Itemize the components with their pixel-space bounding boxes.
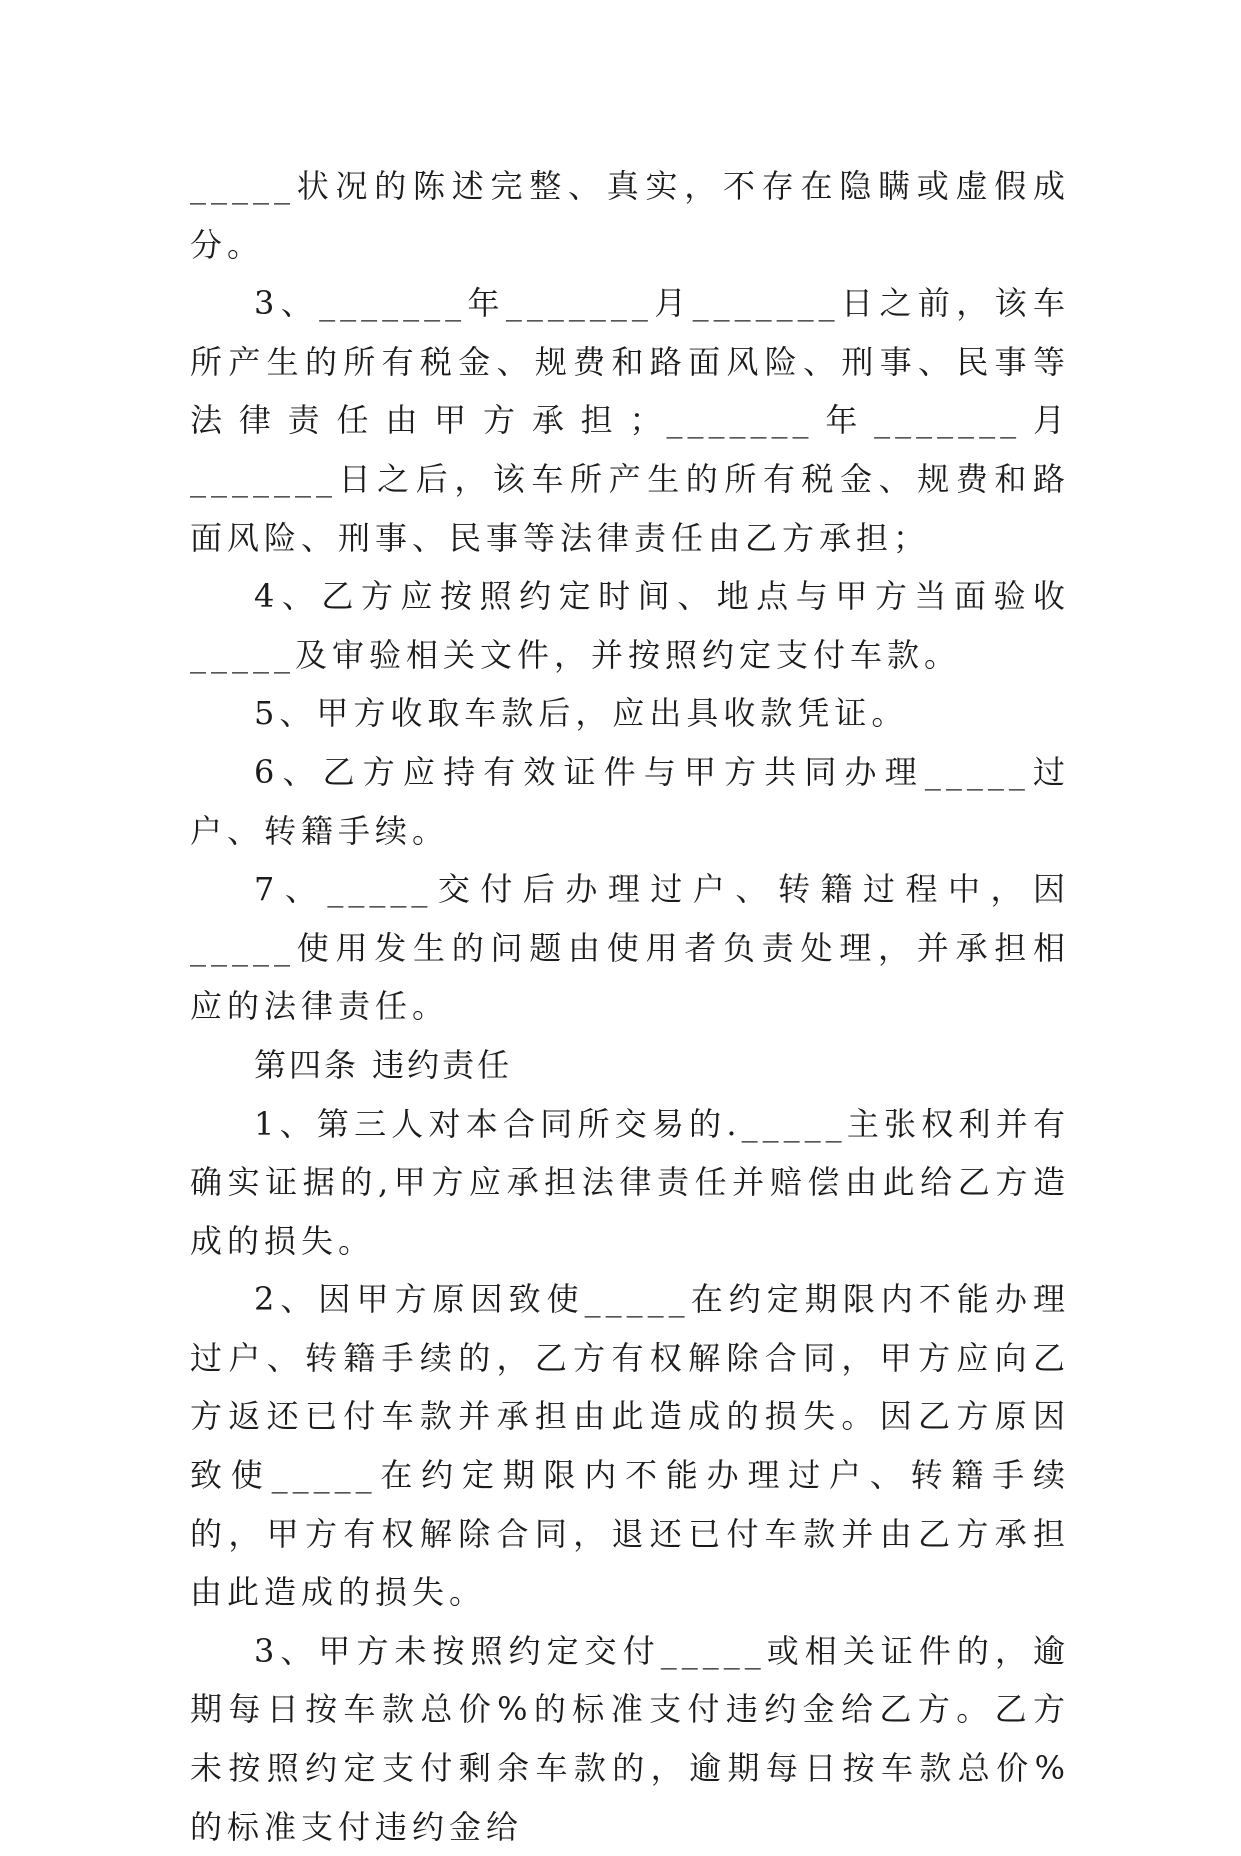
clause-6-transfer: 6、乙方应持有效证件与甲方共同办理_____过户、转籍手续。	[190, 752, 1070, 850]
breach-clause-2: 2、因甲方原因致使_____在约定期限内不能办理过户、转籍手续的，乙方有权解除合同，甲方应向乙方返还已付车款并承担由此造成的损失。因乙方原因致使_____在约定期限内不能办理过户、转籍手续的，甲方有权解除合同，退还已付车款并由乙方承担由此造成的损失。	[190, 1280, 1070, 1612]
breach-clause-1: 1、第三人对本合同所交易的._____主张权利并有确实证据的,甲方应承担法律责任并赔偿由此给乙方造成的损失。	[190, 1104, 1070, 1260]
clause-4-inspection: 4、乙方应按照约定时间、地点与甲方当面验收_____及审验相关文件，并按照约定支付车款。	[190, 577, 1070, 674]
contract-body	[190, 157, 1070, 1856]
clause-7-usage-liability: 7、_____交付后办理过户、转籍过程中，因_____使用发生的问题由使用者负责处理，并承担相应的法律责任。	[190, 870, 1070, 1026]
breach-clause-3: 3、甲方未按照约定交付_____或相关证件的，逾期每日按车款总价%的标准支付违约金给乙方。乙方未按照约定支付剩余车款的，逾期每日按车款总价%的标准支付违约金给	[190, 1631, 1070, 1846]
section-heading-article-4: 第四条 违约责任	[254, 1045, 513, 1084]
clause-5-receipt: 5、甲方收取车款后，应出具收款凭证。	[254, 694, 909, 733]
clause-3-liability-period: 3、_______年_______月_______日之前，该车所产生的所有税金、规费和路面风险、刑事、民事等法律责任由甲方承担；_______年_______月_______日之后，该车所产生的所有税金、规费和路面风险、刑事、民事等法律责任由乙方承担；	[190, 284, 1070, 557]
paragraph-continuation: _____状况的陈述完整、真实，不存在隐瞒或虚假成分。	[190, 167, 1070, 264]
